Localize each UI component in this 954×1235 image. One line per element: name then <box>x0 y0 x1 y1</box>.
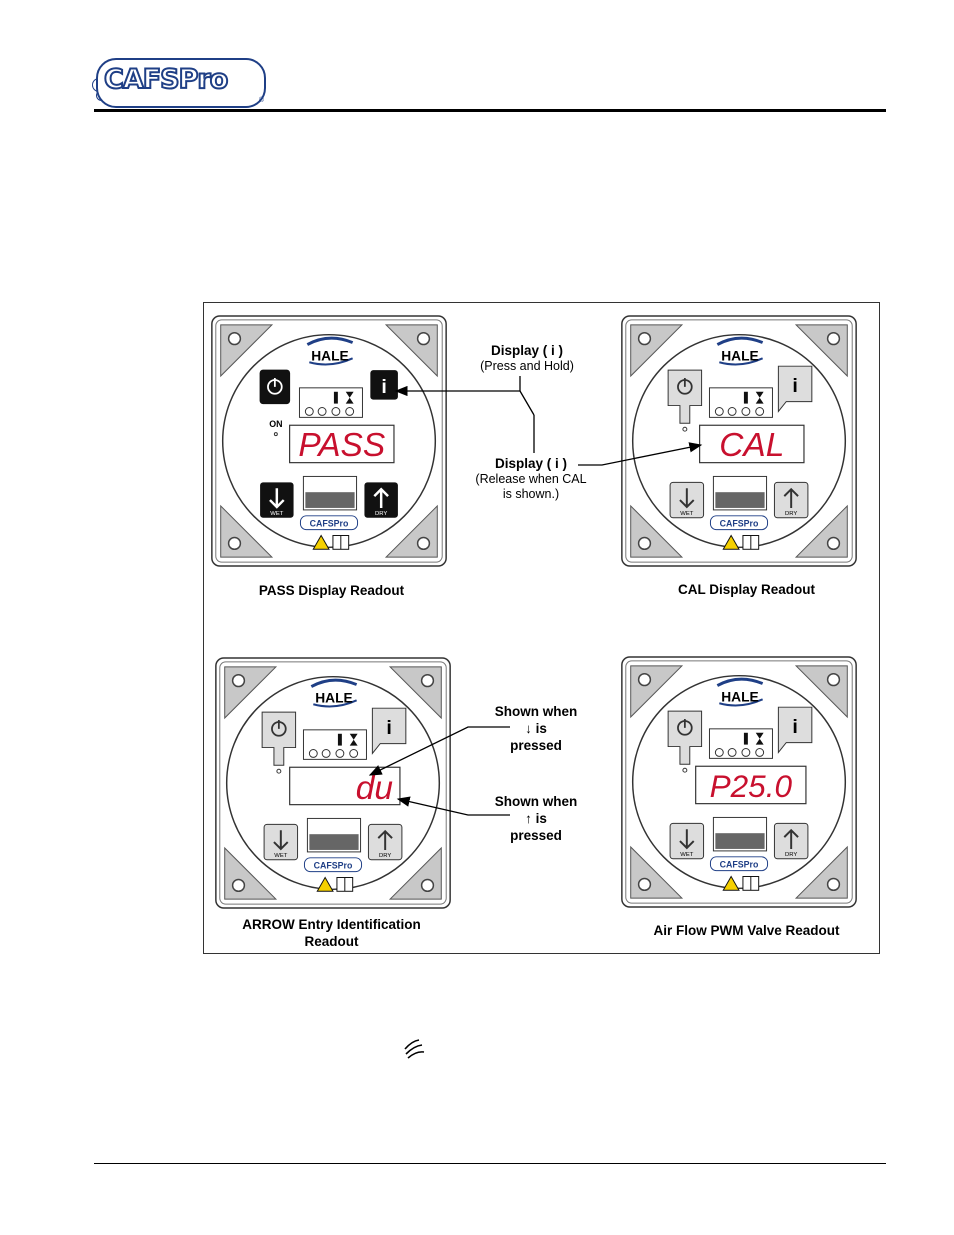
caption-pass: PASS Display Readout <box>258 583 405 598</box>
caption-arrow-line2: Readout <box>304 934 359 949</box>
annotation-arrows <box>204 303 881 955</box>
display-readout: PASS <box>298 426 386 464</box>
caption-arrow-line1: ARROW Entry Identification <box>242 917 421 932</box>
annotation-press-hold-title: Display ( i ) <box>490 343 563 358</box>
info-label: i <box>792 374 798 397</box>
logo-text: CAFSPro <box>104 64 228 95</box>
hale-brand: HALE <box>721 689 759 705</box>
display-readout: CAL <box>719 426 785 464</box>
annotation-up-line1: Shown when <box>494 794 578 809</box>
figure-frame <box>203 302 880 954</box>
annotation-up-line3: pressed <box>510 828 562 843</box>
logo-registered-mark: ® <box>258 97 264 104</box>
dry-label: DRY <box>785 851 798 858</box>
caption-cal: CAL Display Readout <box>677 582 816 597</box>
wet-label: WET <box>270 510 284 517</box>
air-flow-icon <box>402 1037 426 1061</box>
annotation-up-arrow <box>476 793 596 844</box>
annotation-down-arrow <box>476 703 596 754</box>
annotation-release <box>466 456 596 502</box>
annotation-release-sub2: is shown.) <box>502 487 560 501</box>
dry-label: DRY <box>379 852 392 859</box>
annotation-press-hold-sub: (Press and Hold) <box>480 359 574 373</box>
dry-label: DRY <box>785 510 798 517</box>
hale-brand: HALE <box>311 348 349 364</box>
hale-brand: HALE <box>721 348 759 364</box>
small-cafspro-logo: CAFSPro <box>719 518 759 529</box>
display-readout: P25.0 <box>709 767 792 804</box>
info-label: i <box>386 716 392 739</box>
on-label: ON <box>269 419 283 430</box>
display-readout: du <box>355 769 393 807</box>
header-rule <box>94 109 886 112</box>
annotation-down-line1: Shown when <box>494 704 578 719</box>
wet-label: WET <box>274 852 288 859</box>
annotation-release-sub1: (Release when CAL <box>475 472 587 486</box>
hale-brand: HALE <box>315 690 353 706</box>
wet-label: WET <box>680 510 694 517</box>
info-label: i <box>381 375 387 398</box>
cafspro-logo <box>92 56 264 106</box>
annotation-down-line3: pressed <box>510 738 562 753</box>
small-cafspro-logo: CAFSPro <box>313 860 353 871</box>
annotation-release-title: Display ( i ) <box>494 456 567 471</box>
small-cafspro-logo: CAFSPro <box>309 518 349 529</box>
info-label: i <box>792 715 798 738</box>
annotation-press-hold <box>462 343 592 374</box>
dry-label: DRY <box>375 510 388 517</box>
wet-label: WET <box>680 851 694 858</box>
small-cafspro-logo: CAFSPro <box>719 859 759 870</box>
caption-airflow: Air Flow PWM Valve Readout <box>653 923 840 938</box>
footer-rule <box>94 1163 886 1164</box>
caption-arrow <box>214 916 449 950</box>
annotation-down-line2: ↓ is <box>525 721 547 736</box>
annotation-up-line2: ↑ is <box>525 811 547 826</box>
